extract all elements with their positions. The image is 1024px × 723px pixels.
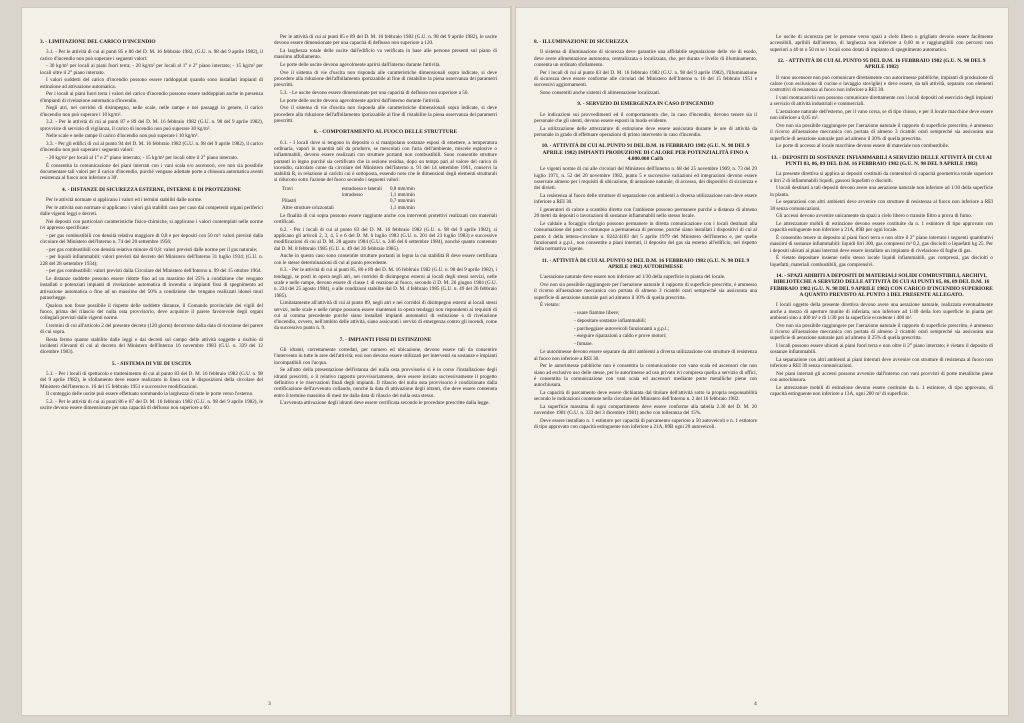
paragraph: L'aerazione naturale dell'esterno, per il vano corsa, se di tipo chiuso, e per il locale macchine deve essere non inferiore a 0,05 m². xyxy=(770,108,993,122)
paragraph: L'aerazione naturale deve essere non inferiore ad 1/30 della superficie in pianta del locale. xyxy=(540,274,726,281)
paragraph: - per liquidi infiammabili: valori previsti dal decreto del Ministero dell'Interno 31 luglio 1934; (G.U. n. 228 del 28 settembre 1934); xyxy=(40,254,263,267)
paragraph: Le porte di accesso al locale macchine devono essere di materiale non combustibile. xyxy=(776,143,950,150)
paragraph: L'avvenuta attivazione degli idranti deve essere certificata secondo le procedure prescritte dalla legge. xyxy=(280,400,490,407)
table-cell: Altre strutture orizzontali xyxy=(282,204,334,211)
paragraph: Le attrezzature mobili di estinzione devono essere costituite da n. 1 estintore, di tipo approvato, di capacità estinguente non inferiore a 13A, ogni 200 m² di superficie. xyxy=(770,384,993,398)
paragraph: Il vano ascensore non può comunicare direttamente con autorimesse pubbliche, impianti di produzione di calore (con esclusione di cucine e lavaggio stoviglie) e deve essere, da tali attività, separato con elementi costruttivi di resistenza al fuoco non inferiore a REI 30. xyxy=(770,74,993,94)
paragraph: - per gas combustibili: valori previsti dalla Circolare del Ministero dell'Interno n. 99 del 15 ottobre 1964. xyxy=(46,268,262,275)
list-item: - depositare sostanze infiammabili; xyxy=(574,317,647,324)
paragraph: I locali destinati a tali depositi devono avere una aerazione naturale non inferiore ad 1/30 della superficie in pianta. xyxy=(770,185,993,198)
paragraph: Le indicazioni sui provvedimenti ed il comportamento che, in caso d'incendio, devono tenere sia il personale che gli utenti, devono essere esposti in modo evidente. xyxy=(534,111,757,124)
paragraph: Se all'atto della presentazione dell'istanza del nulla osta provvisorio si è in corso l'installazione degli idranti prescritti, o il relativo rapporto provvisoriamente, deve essere inviato successivamente il progetto definitivo e le riservazioni finali degli impianti. Il rilascio del nulla osta provvisorio è condizionato dalla certificazione dell'avvenuto collaudo, nonché la data di attivazione degli idranti, che deve essere contenuta entro il termine massimo di mesi tre dalla data di rilascio del nulla osta stesso. xyxy=(274,367,497,399)
paragraph: Per i locali ai piani fuori terra i valori del carico d'incendio possono essere raddoppiati anche in presenza d'impianti di rivelazione automatica d'incendio. xyxy=(40,91,263,104)
paragraph: Anche in questo caso sono consentite strutture portanti in legno la cui stabilità R deve essere certificata con le stesse determinazioni di cui al punto precedente. xyxy=(274,253,497,266)
paragraph: È vietato depositare insieme nello stesso locale liquidi infiammabili, gas compressi, gas disciolti o liquefatti, materiali combustibili, gas comprensivi. xyxy=(770,255,993,268)
list-lead: È vietato: xyxy=(540,302,560,309)
right-page xyxy=(516,8,1008,715)
table-cell: intradosso xyxy=(341,191,363,198)
section-heading: 12. - ATTIVITÀ DI CUI AL PUNTO 95 DEL D.M. 16 FEBBRAIO 1982 (G.U. N. 98 DEL 9 APRILE 1982) xyxy=(777,57,986,71)
table-cell: 0,8 mm/min xyxy=(389,185,415,192)
paragraph: Le separazioni con altri ambienti deve avvenire con strutture di resistenza al fuoco non inferiore a REI 30 senza comunicazioni. xyxy=(770,199,993,212)
table-row xyxy=(282,205,423,211)
paragraph: Le vigenti norme di cui alle circolari del Ministero dell'Interno n. 68 del 25 novembre 1969, n. 73 del 29 luglio 1971, n. 52 del 20 novembre 1982, punto 5 e successive variazioni ed integrazioni devono essere osservate almeno per i requisiti di ubicazione, di aerazione naturale, di accesso, dei dispositivi di sicurezza e dei divieti. xyxy=(534,166,757,192)
table-cell: 0,7 mm/min xyxy=(389,198,415,205)
paragraph: I generatori di calore a scambio diretto con l'ambiente possono permanere purché a distanza di almeno 20 metri da depositi o lavorazioni di sostanze infiammabili nello stesso locale. xyxy=(534,207,757,220)
paragraph: La utilizzazione delle attrezzature di estinzione deve essere assicurata durante le ore di attività da personale in grado di effettuare operazioni di primo intervento in caso d'incendio. xyxy=(534,125,757,138)
paragraph: Deve essere installato n. 1 estintore per capacità di parcamento superiore a 50 autoveicoli e n. 1 estintore di tipo approvato con capacità estinguente non inferiore a 21A, 89B ogni 20 autoveicoli. xyxy=(534,417,757,431)
paragraph: Per le autorimesse pubbliche non è consentita la comunicazione con vano scala ed ascensori che non siano ad esclusivo uso delle stesse, per le autorimesse ad uso privato ivi compresa quella a servizio di uffici, è consentita la comunicazione con vani scala ed ascensori mediante porte metalliche piene con autochiusura. xyxy=(534,363,757,389)
section-heading: 5. - SISTEMA DI VIE DI USCITA xyxy=(111,360,192,367)
paragraph: Le caldaie a focaggio sfavigio possono permanere in diretta comunicazione con i locali destinati alla consumazione dei pasti o comunque a permanenza di persone, purché siano installati i dispositivi di cui al punto 4 della lettera-circolare n. 8242/4183 del 5 aprile 1979 del Ministero dell'Interno e, per quelle funzionanti a g.p.l., non consentite a piani interrati, il deposito del gas sia esterno all'edificio, nel rispetto della normativa vigente. xyxy=(534,221,757,253)
table-cell: Travi xyxy=(282,185,293,192)
paragraph: I termini di cui all'articolo 2 del presente decreto (120 giorni) decorrono dalla data di ricezione del parere di cui sopra. xyxy=(40,322,263,336)
list-item: - parcheggiare autoveicoli funzionanti a g.p.l.; xyxy=(574,325,670,332)
right-page-column-1 xyxy=(534,34,757,704)
list-item: - fumare. xyxy=(574,341,593,348)
paragraph: Ove il sistema di vie d'uscita non risponda alle caratteristiche dimensionali sopra indicate, si deve procedere alla riduzione dell'affollamento ipotizzabile al fine di ristabilire la piena osservanza dei parametri prescritti. xyxy=(274,105,497,124)
paragraph: - per gas combustibili con densità relativa maggiore di 0,8 e per depositi con 50 m³: valori previsti dalla circolare del Ministero dell'Interno n. 74 del 20 settembre 1956; xyxy=(40,232,263,245)
paragraph: La capacità di parcamento deve essere dichiarata dal titolare dell'attività sotto la propria responsabilità secondo le indicazioni contenute nella circolare del Ministero dell'Interno n. 2 del 16 febbraio 1982. xyxy=(534,390,757,403)
paragraph: Per le attività normate si applicano i valori ed i termini stabiliti dalle norme. xyxy=(46,196,203,203)
paragraph: 6.1. - I locali dove si tengono in deposito o si manipolano sostanze esposi di emettere, a temperatura ordinaria, vapori in quantità tali da produrre, se mescolati con l'aria dell'ambiente, miscele esplosive o infiammabili, devono essere realizzati con strutture portanti non combustibili. Sono consentite strutture portanti in legno purché sia certificato che la sezione residua, dopo un tempo pari al valore del carico di incendio, calcolato come da circolare del Ministero dell'Interno n. 91 del 14 settembre 1961, conservi la stabilità R, in relazione ai carichi cui è sottoposta, essendo noto che le dimensioni degli elementi strutturali si riducono sotto l'azione del fuoco secondo i seguenti valori: xyxy=(274,139,497,184)
paragraph: - 20 kg/m² per locali al 1° e 2° piano interrato; - 15 kg/m² per locali oltre il 2° piano interrato. xyxy=(46,154,239,161)
left-page-column-2 xyxy=(274,34,497,704)
paragraph: Le porte delle uscite devono agevolmente aprirsi dall'interno durante l'attività. xyxy=(280,61,441,68)
reduction-rate-table xyxy=(282,186,423,211)
list-item: - eseguire riparazioni a caldo e prove motori; xyxy=(574,333,667,340)
paragraph: La presente direttiva si applica ai depositi costituiti da contenitori di capacità geometrica totale superiore a litri 2 di infiammabili liquidi, gassosi liquefatti o disciolti. xyxy=(770,171,993,184)
paragraph: Negli atri, nei corridoi di disimpegno, nelle scale, nelle rampe e nei passaggi in genere, il carico d'incendio non può superare i 10 kg/m². xyxy=(40,105,263,118)
section-heading: 10. - ATTIVITÀ DI CUI AL PUNTO 91 DEL D.M. 16 FEBBRAIO 1982 (G.U. N. 98 DEL 9 APRILE 1982) IMPIANTI PRODUZIONE DI CALORE PER POTENZIALITÀ FINO A 4.000.000 Cal/h xyxy=(541,143,750,163)
section-heading: 8. - ILLUMINAZIONE DI SICUREZZA xyxy=(534,39,629,45)
paragraph: 5.2. - Per le attività di cui ai punti 86 e 87 del D. M. 16 febbraio 1982 (G.U. n. 98 del 9 aprile 1982), le uscite devono essere dimensionate per una capacità di deflusso non superiore a 60. xyxy=(40,399,263,412)
paragraph: - 30 kg/m² per locali ai piani fuori terra; - 20 kg/m² per locali al 1° e 2° piano interrato; - 15 kg/m² per locali oltre il 2° piano interrato. xyxy=(40,63,263,76)
paragraph: Le autorimesse devono essere separate da altri ambienti a diversa utilizzazione con strutture di resistenza al fuoco non inferiore a REI 30. xyxy=(534,349,757,362)
paragraph: Il sistema di illuminazione di sicurezza deve garantire una affidabile segnalazione delle vie di esodo, deve avere alimentazione autonoma, centralizzata o localizzata, che, per durata e livello di illuminamento, consenta un ordinato sfollamento. xyxy=(534,49,757,68)
paragraph: La larghezza totale delle uscite dall'edificio va verificata in base alle persone presenti sul piano di massimo affollamento. xyxy=(274,47,497,61)
paragraph: Le attrezzature mobili di estinzione devono essere costituite da n. 1 estintore di tipo approvato con capacità estinguente non inferiore a 21A, 89B per ogni locale. xyxy=(770,220,993,234)
paragraph: Le finalità di cui sopra possono essere raggiunte anche con interventi protettivi realizzati con materiali certificati. xyxy=(274,212,497,226)
paragraph: Per le attività non normate si applicano i valori già stabiliti caso per caso dai competenti organi periferici dalle vigenti leggi e decreti. xyxy=(40,204,263,217)
paragraph: Resta fermo quanto stabilito dalle leggi e dai decreti sul campo delle attività soggette a rischio di incidenti rilevanti di cui al decreto del Ministero dell'Interno 16 novembre 1983 (G.U. n. 339 del 12 dicembre 1983). xyxy=(40,336,263,356)
paragraph: 5.1. - Per i locali di spettacolo e trattenimento di cui al punto 83 del D. M. 16 febbraio 1982 (G.U. n. 98 del 9 aprile 1982), le sfollamento deve essere realizzato in linea con le disposizioni della circolare del Ministero dell'Interno n. 16 del 15 febbraio 1951 e successive modificazioni. xyxy=(40,371,263,390)
right-page-column-2 xyxy=(770,34,993,704)
paragraph: Le porte delle uscite devono agevolmente aprirsi dall'interno durante l'attività. xyxy=(280,97,441,104)
paragraph: Il conteggio delle uscite può essere effettuato sommando la larghezza di tutte le porte verso l'esterno. xyxy=(46,391,254,398)
paragraph: 3.3. - Per gli edifici di cui al punto 94 del D. M. 16 febbraio 1982 (G.U. n. 98 del 9 aprile 1982), il carico d'incendio non può superare i seguenti valori: xyxy=(40,141,263,154)
paragraph: I valori suddetti del carico d'incendio possono essere raddoppiati quando sono installati impianti di estinzione ad attivazione automatica. xyxy=(40,77,263,90)
paragraph: I vani montacarichi non possono comunicare direttamente con i locali depositi od esercizio degli impianti a servizio di attività industriali e commerciali. xyxy=(770,94,993,108)
table-cell: 1,1 mm/min xyxy=(389,204,415,211)
paragraph: Limitatamente all'attività di cui al punto 89, negli atri e nei corridoi di disimpegno esterni ai locali stessi servizi, nelle scale e nelle rampe possono essere mantenuti in opera tendaggi non rispondenti ai requisiti di cui al comma precedente purché siano installati impianti automatici di estinzione o di rivelazione d'incendio, ovvero, nell'ambito delle attività, siano assicurati i servizi di emergenza contro gli incendi, come da successivo punto n. 9. xyxy=(274,300,497,332)
paragraph: Sono consentiti anche sistemi di alimentazione localizzati. xyxy=(540,89,661,96)
table-cell: 1,1 mm/min xyxy=(389,191,415,198)
paragraph: - per gas combustibili con densità relativa minore di 0,8: valori previsti dalle norme per il gas naturale; xyxy=(46,246,258,253)
paragraph: 3.1. - Per le attività di cui ai punti 85 e 86 del D. M. 16 febbraio 1982, (G.U. n. 98 del 9 aprile 1982), il carico d'incendio non può superare i seguenti valori: xyxy=(40,49,263,62)
table-cell: Pilastri xyxy=(282,198,297,205)
paragraph: È consentita la comunicazione dei piani interrati con i vani scala e/o ascensori, ove non sia possibile documentare tali valori per il carico d'incendio, purché vengano adottate porte a chiusura automatica aventi resistenza al fuoco non inferiore a 30'. xyxy=(40,162,263,182)
paragraph: Per le attività di cui ai punti 85 e 89 del D. M. 16 febbraio 1982 (G.U. n. 98 del 9 aprile 1982), le uscite devono essere dimensionate per una capacità di deflusso non superiore a 120. xyxy=(274,34,497,47)
paragraph: La superficie massima di ogni compartimento deve essere conforme alla tabella 2.30 del D. M. 20 novembre 1981 (G.U. n. 333 del 3 dicembre 1981) anche con tolleranza del 15%. xyxy=(534,404,757,417)
section-heading: 4. - DISTANZE DI SICUREZZA ESTERNE, INTERNE E DI PROTEZIONE xyxy=(62,186,241,193)
paragraph: È consentito tenere in deposito ai piani fuori terra e non oltre il 2° piano interrato i seguenti quantitativi massimi di sostanze infiammabili: liquidi litri 300, gas compressi m³ 0,2, gas disciolti o liquefatti kg 25. Per i depositi ubicati ai piani interrati deve essere installato un impianto di rivelazione di fughe di gas. xyxy=(770,234,993,254)
paragraph: La resistenza al fuoco delle strutture di separazione con ambienti a diversa utilizzazione non deve essere inferiore a REI 30. xyxy=(534,193,757,206)
paragraph: I locali possono essere ubicati ai piani fuori terra e non oltre il 2° piano interrato; è vietato il deposito di sostanze infiammabili. xyxy=(770,343,993,356)
prohibition-list xyxy=(574,310,757,347)
paragraph: Le uscite di sicurezza per le persone verso spazi a cielo libero o grigliato devono essere facilmente accessibili, apribili dall'interno, di larghezza non inferiore a 0,60 m e raggiungibili con percorsi non superiori a 40 m o 50 m se i locali sono dotati di impianto di spegnimento automatico. xyxy=(770,34,993,53)
paragraph: Per i locali di cui al punto 83 del D. M. 16 febbraio 1982 (G.U. n. 98 del 9 aprile 1982), l'illuminazione di sicurezza deve essere conforme alle circolari del Ministero dell'Interno n. 16 del 15 febbraio 1951 e successivi aggiornamenti. xyxy=(534,69,757,89)
section-heading: 6. - COMPORTAMENTO AL FUOCO DELLE STRUTTURE xyxy=(313,129,458,136)
left-page-column-1 xyxy=(40,34,263,704)
paragraph: Ove non sia possibile raggiungere per l'aerazione naturale il rapporto di superficie prescritto, è ammesso il ricorso all'aerazione meccanica con portata di almeno 2 ricambi orari sempreché sia assicurata una superficie di aerazione naturale pari ad almeno il 25% di quella prescritta. xyxy=(770,322,993,342)
paragraph: Gli idranti, correttamente corredati, per numero ed ubicazione, devono essere tali da consentire l'intervento in tutte le aree dell'attività; essi non devono essere utilizzati per interventi su sostanze e impianti incompatibili con l'acqua. xyxy=(274,347,497,366)
paragraph: I locali oggetto della presente direttiva devono avere una aerazione naturale, realizzata eventualmente anche a mezzo di aperture munite di inferiata, non inferiore ad 1/40 della loro superficie in pianta per ambienti sino a 400 m² e di 1/30 per la superficie eccedente i 400 m². xyxy=(770,302,993,322)
paragraph: La separazione con altri ambienti ai piani interrati deve avvenire con strutture di resistenza al fuoco non inferiore a REI 30 senza comunicazioni. xyxy=(770,357,993,370)
left-page xyxy=(22,8,510,715)
section-heading: 13. - DEPOSITI DI SOSTANZE INFIAMMABILI A SERVIZIO DELLE ATTIVITÀ DI CUI AI PUNTI 83, 86, 89 DEL D.M. 16 FEBBRAIO 1982 (G.U. N. 98 DEL 9 APRILE 1982) xyxy=(771,154,992,167)
paragraph: Nelle scale e nelle rampe il carico d'incendio non può superare i 10 kg/m². xyxy=(46,133,199,140)
page-number: 3 xyxy=(268,701,271,707)
page-number: 4 xyxy=(754,701,757,707)
paragraph: 3.2. - Per le attività di cui ai punti 87 e 89 del D. M. 16 febbraio 1982 (G.U. n. 98 del 9 aprile 1982), sprovviste di servizio di vigilanza, il carico di incendio non può superare 30 kg/m². xyxy=(40,119,263,132)
section-heading: 3. - LIMITAZIONE DEL CARICO D'INCENDIO xyxy=(40,39,156,45)
paragraph: Nei depositi con particolari caratteristiche fisico-chimiche, si applicano i valori contemplati nelle norme ivi appresso specificate: xyxy=(40,218,263,231)
paragraph: Nei piani interrati gli accessi possono avvenire dall'interno con vani provvisti di porte metalliche piene con autochiusura. xyxy=(770,371,993,384)
paragraph: 5.3. - Le uscite devono essere dimensionate per una capacità di deflusso non superiore a 50. xyxy=(280,89,469,96)
section-heading: 14. - SPAZI ADIBITI A DEPOSITI DI MATERIALI SOLIDI COMBUSTIBILI, ARCHIVI, BIBLIOTECHE A SERVIZIO DELLE ATTIVITÀ DI CUI AI PUNTI 85, 86, 89 DEL D.M. 16 FEBBRAIO 1982 (G.U. N. 98 DEL 9 APRILE 1982) CON CARICO D'INCENDIO SUPERIORE A QUANTO PREVISTO AL PUNTO 3 DEL PRESENTE ALLEGATO. xyxy=(770,272,993,299)
section-heading: 9. - SERVIZIO DI EMERGENZA IN CASO D'INCENDIO xyxy=(577,101,714,108)
table-cell: estradosso e laterali xyxy=(341,185,382,192)
paragraph: 6.2. - Per i locali di cui al punto 83 del D. M. 16 febbraio 1982 (G.U. n. 98 del 9 aprile 1982), si applicano gli articoli 2, 3, 4, 5 e 6 del D. M. 6 luglio 1983 (G.U. n. 201 del 23 luglio 1983) e successive modificazioni di cui al D. M. 28 agosto 1984 (G.U. n. 246 del 6 settembre 1984), nonché quanto contenuto dal D. M. 8 febbraio 1985 (G.U. n. 49 del 26 febbraio 1985). xyxy=(274,226,497,252)
paragraph: Ove non sia possibile raggiungere per l'aerazione naturale il rapporto di superficie prescritto, è ammesso il ricorso all'aerazione meccanica con portata di almeno 3 ricambi orari sempreché sia assicurata una superficie di aerazione naturale pari ad almeno il 30% di quella prescritta. xyxy=(770,122,993,142)
section-heading: 11. - ATTIVITÀ DI CUI AL PUNTO 92 DEL D.M. 16 FEBBRAIO 1982 (G.U. N. 98 DEL 9 APRILE 1982) AUTORIMESSE xyxy=(541,257,750,270)
list-item: - usare fiamme libere; xyxy=(574,309,620,316)
paragraph: Ove non sia possibile raggiungere per l'aerazione naturale il rapporto di superficie prescritto, è ammesso il ricorso all'aerazione meccanica con portata di almeno 3 ricambi orari sempreché sia assicurata una superficie di aerazione naturale pari ad almeno il 30% di quella prescritta. xyxy=(534,282,757,301)
paragraph: 6.3. - Per le attività di cui ai punti 85, 86 e 89 del D. M. 16 febbraio 1982 (G.U. n. 98 del 9 aprile 1982), i tendaggi, se posti in opera negli atri, nei corridoi di disimpegno esterni ai locali degli stessi servizi, nelle scale e nelle rampe, devono essere di classe 1 di reazione al fuoco, secondo il D. M. 26 giugno 1984 (G.U. n. 234 del 25 agosto 1984), o alle condizioni stabilite dal D. M. 4 febbraio 1985 (G.U. n. 49 del 26 febbraio 1985). xyxy=(274,267,497,299)
paragraph: Qualora non fosse possibile il rispetto delle suddette distanze, il Comando provinciale dei vigili del fuoco, prima del rilascio del nulla osta provvisorio, deve acquisire il parere favorevole degli organi collegiali previsti dalle vigenti norme. xyxy=(40,302,263,322)
paragraph: Le distanze suddette possono essere ridotte fino ad un massimo del 25% a condizione che vengano installati o potenziati impianti di rivelazione automatica di incendio o impianti fissi di spegnimento ad attivazione automatica o fino ad un massimo del 50% a condizione che vengano realizzati idonei muri paraschegge. xyxy=(40,275,263,301)
paragraph: Gli accessi devono avvenire unicamente da spazi a cielo libero o transite filtro a prova di fumo. xyxy=(776,213,972,220)
table-cell xyxy=(342,205,390,211)
section-heading: 7. - IMPIANTI FISSI DI ESTINZIONE xyxy=(339,336,432,343)
paragraph: Ove il sistema di vie d'uscita non risponda alle caratteristiche dimensionali sopra indicate, si deve procedere alla riduzione dell'affollamento ipotizzabile al fine di ristabilire la piena osservanza dei parametri prescritti. xyxy=(274,69,497,89)
